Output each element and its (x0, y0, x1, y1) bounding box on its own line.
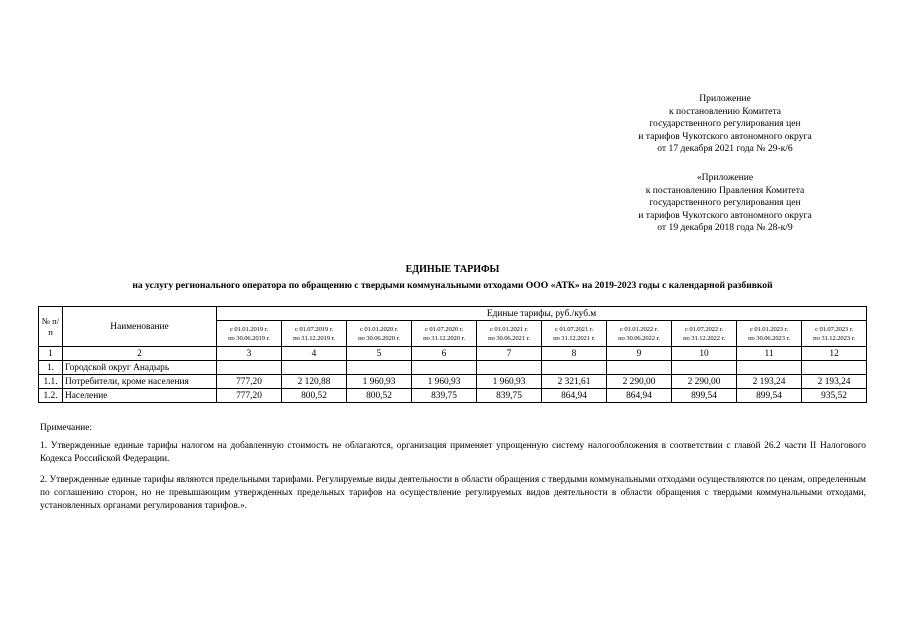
period-from: с 01.07.2021 г. (554, 325, 593, 333)
header-num: № п/п (39, 307, 63, 347)
column-number: 6 (412, 347, 477, 361)
period-header (477, 321, 542, 347)
row-num: 1.2. (39, 389, 63, 403)
period-from: с 01.01.2019 г. (229, 325, 268, 333)
empty-cell (477, 361, 542, 375)
period-header (607, 321, 672, 347)
tariff-value: 777,20 (217, 375, 282, 389)
empty-cell (737, 361, 802, 375)
table-row (39, 389, 867, 403)
appendix-current-line: к постановлению Комитета (668, 105, 782, 117)
tariff-value: 1 960,93 (347, 375, 412, 389)
period-from: с 01.01.2022 г. (619, 325, 658, 333)
appendix-original-line: государственного регулирования цен (649, 197, 801, 209)
column-number: 4 (282, 347, 347, 361)
tariff-value: 2 193,24 (737, 375, 802, 389)
note-item: 2. Утвержденные единые тарифы являются предельными тарифами. Регулируемые виды деятельности в области обращения с твердыми коммунальными отходами осуществляются по ценам, определенным по соглашению сторон, но не превышающим утвержденных предельных тарифов на осуществление регулируемых видов деятельности в области обращения с твердыми коммунальными отходами, установленных органами регулирования тарифов.». (40, 475, 866, 512)
period-to: по 30.06.2019 г. (228, 334, 270, 342)
column-number: 3 (217, 347, 282, 361)
column-number: 12 (802, 347, 867, 361)
table-header-row (39, 307, 867, 321)
tariff-value: 800,52 (282, 389, 347, 403)
tariff-value: 839,75 (412, 389, 477, 403)
header-tariff-group: Единые тарифы, руб./куб.м (217, 307, 867, 321)
tariff-value: 800,52 (347, 389, 412, 403)
row-name: Потребители, кроме населения (63, 375, 217, 389)
period-to: по 30.06.2022 г. (618, 334, 660, 342)
column-number-row (39, 347, 867, 361)
empty-cell (217, 361, 282, 375)
document-title: ЕДИНЫЕ ТАРИФЫ (405, 264, 500, 275)
column-number: 1 (39, 347, 63, 361)
section-row (39, 361, 867, 375)
appendix-original-line: и тарифов Чукотского автономного округа (638, 209, 812, 221)
empty-cell (672, 361, 737, 375)
period-to: по 31.12.2020 г. (423, 334, 465, 342)
appendix-original-line: «Приложение (696, 172, 754, 183)
period-header (217, 321, 282, 347)
section-num: 1. (39, 361, 63, 375)
tariff-value: 935,52 (802, 389, 867, 403)
period-to: по 31.12.2022 г. (683, 334, 725, 342)
tariff-value: 899,54 (672, 389, 737, 403)
tariff-value: 1 960,93 (477, 375, 542, 389)
tariff-value: 864,94 (542, 389, 607, 403)
column-number: 10 (672, 347, 737, 361)
appendix-original-line: к постановлению Правления Комитета (645, 184, 805, 196)
tariff-value: 2 120,88 (282, 375, 347, 389)
row-name: Население (63, 389, 217, 403)
period-from: с 01.07.2023 г. (815, 325, 854, 333)
column-number: 8 (542, 347, 607, 361)
row-num: 1.1. (39, 375, 63, 389)
tariff-value: 864,94 (607, 389, 672, 403)
tariff-value: 777,20 (217, 389, 282, 403)
period-header (282, 321, 347, 347)
column-number: 11 (737, 347, 802, 361)
tariff-value: 1 960,93 (412, 375, 477, 389)
period-to: по 31.12.2019 г. (293, 334, 335, 342)
empty-cell (412, 361, 477, 375)
period-from: с 01.07.2022 г. (684, 325, 723, 333)
section-name: Городской округ Анадырь (63, 361, 217, 375)
empty-cell (347, 361, 412, 375)
period-to: по 30.06.2020 г. (358, 334, 400, 342)
table-row (39, 375, 867, 389)
period-header (802, 321, 867, 347)
period-from: с 01.07.2020 г. (424, 325, 463, 333)
column-number: 9 (607, 347, 672, 361)
column-number: 7 (477, 347, 542, 361)
appendix-original-block (590, 172, 860, 235)
tariff-value: 2 290,00 (607, 375, 672, 389)
period-from: с 01.01.2020 г. (359, 325, 398, 333)
header-name: Наименование (63, 307, 217, 347)
empty-cell (282, 361, 347, 375)
document-subtitle: на услугу регионального оператора по обращению с твердыми коммунальными отходами ООО «АТК» на 2019-2023 годы с календарной разбивкой (132, 280, 773, 291)
appendix-current-line: от 17 декабря 2021 года № 29-к/6 (657, 143, 793, 155)
tariff-value: 839,75 (477, 389, 542, 403)
period-header (737, 321, 802, 347)
column-number: 5 (347, 347, 412, 361)
empty-cell (607, 361, 672, 375)
period-header (542, 321, 607, 347)
period-to: по 30.06.2023 г. (748, 334, 790, 342)
appendix-current-line: и тарифов Чукотского автономного округа (638, 130, 812, 142)
empty-cell (542, 361, 607, 375)
appendix-current-line: государственного регулирования цен (649, 118, 801, 130)
tariff-value: 2 290,00 (672, 375, 737, 389)
period-header (412, 321, 477, 347)
period-header (672, 321, 737, 347)
notes-heading: Примечание: (40, 423, 93, 433)
note-item: 1. Утвержденные единые тарифы налогом на добавленную стоимость не облагаются, организация применяет упрощенную систему налогообложения в соответствии с главой 26.2 части II Налогового Кодекса Российской Федерации. (40, 441, 866, 465)
period-to: по 30.06.2021 г. (488, 334, 530, 342)
column-number: 2 (63, 347, 217, 361)
period-from: с 01.01.2023 г. (749, 325, 788, 333)
tariff-value: 2 321,61 (542, 375, 607, 389)
empty-cell (802, 361, 867, 375)
tariff-value: 899,54 (737, 389, 802, 403)
period-from: с 01.01.2021 г. (489, 325, 528, 333)
period-to: по 31.12.2021 г. (553, 334, 595, 342)
period-from: с 01.07.2019 г. (294, 325, 333, 333)
appendix-current-block (590, 93, 860, 156)
tariff-value: 2 193,24 (802, 375, 867, 389)
appendix-original-line: от 19 декабря 2018 года № 28-к/9 (657, 222, 793, 234)
period-to: по 31.12.2023 г. (813, 334, 855, 342)
tariffs-table (38, 306, 867, 403)
appendix-current-line: Приложение (699, 93, 751, 104)
period-header (347, 321, 412, 347)
